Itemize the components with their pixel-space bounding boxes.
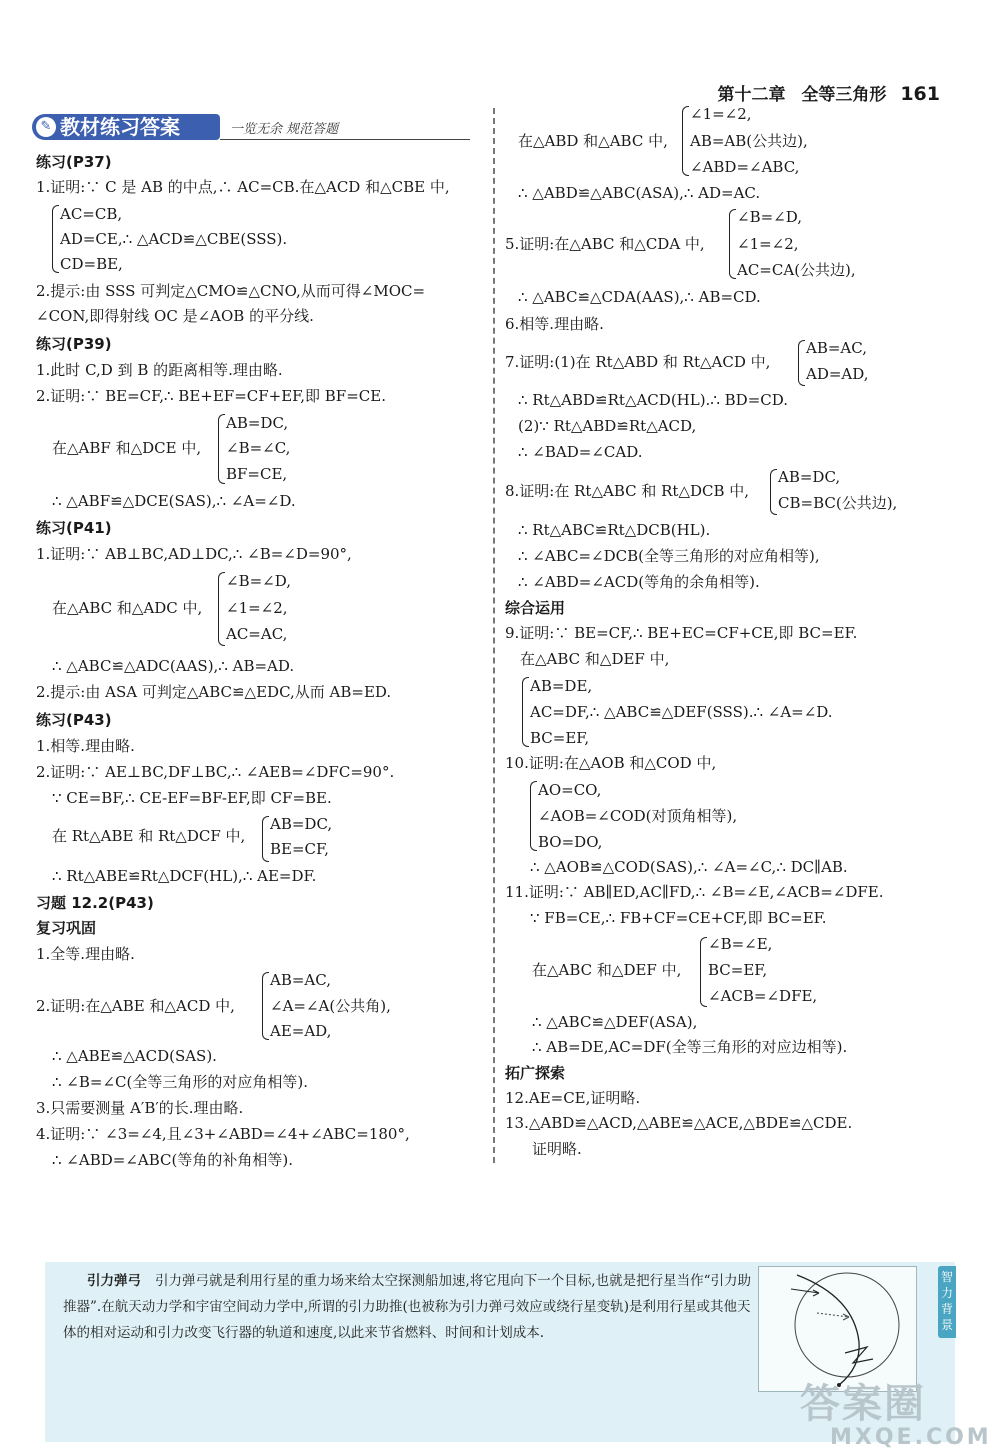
page-header	[717, 80, 940, 105]
text-line: AB=DE,	[530, 677, 593, 695]
text-line: ∵ FB=CE,∴ FB+CF=CE+CF,即 BC=EF.	[530, 909, 827, 927]
text-line: 13.△ABD≌△ACD,△ABE≌△ACE,△BDE≌△CDE.	[505, 1114, 853, 1132]
text-line: 9.证明:∵ BE=CF,∴ BE+EC=CF+CE,即 BC=EF.	[505, 624, 858, 642]
text-line: AB=DC,	[270, 815, 333, 833]
section-banner	[32, 110, 477, 142]
text-line: 8.证明:在 Rt△ABC 和 Rt△DCB 中,	[505, 482, 750, 500]
text-line: AO=CO,	[538, 781, 602, 799]
section-heading: 练习(P43)	[36, 711, 112, 729]
brace	[522, 677, 529, 747]
brace	[700, 937, 707, 1007]
text-line: 1.此时 C,D 到 B 的距离相等.理由略.	[36, 361, 283, 379]
text-line: ∠CON,即得射线 OC 是∠AOB 的平分线.	[36, 307, 314, 325]
watermark	[800, 1372, 992, 1450]
banner-subtitle: 一览无余 规范答题	[230, 122, 339, 137]
text-line: ∴ △ABE≌△ACD(SAS).	[52, 1047, 217, 1065]
text-line: AB=AB(公共边),	[690, 132, 808, 150]
brace	[729, 209, 736, 279]
text-line: ∴ Rt△ABD≌Rt△ACD(HL).∴ BD=CD.	[518, 391, 788, 409]
text-line: 3.只需要测量 A′B′的长.理由略.	[36, 1099, 244, 1117]
text-line: AE=AD,	[270, 1022, 332, 1040]
text-line: 11.证明:∵ AB∥ED,AC∥FD,∴ ∠B=∠E,∠ACB=∠DFE.	[505, 883, 884, 901]
info-tab: 智力背景	[938, 1266, 956, 1338]
chapter-title: 全等三角形	[801, 85, 887, 105]
text-line: BE=CF,	[270, 840, 329, 858]
text-line: ∠AOB=∠COD(对顶角相等),	[538, 807, 738, 825]
text-line: 2.证明:∵ BE=CF,∴ BE+EF=CF+EF,即 BF=CE.	[36, 387, 386, 405]
text-line: ∠B=∠D,	[737, 208, 802, 226]
text-line: ∴ Rt△ABE≌Rt△DCF(HL),∴ AE=DF.	[52, 867, 317, 885]
text-line: 在△ABF 和△DCE 中,	[52, 439, 202, 457]
text-line: 4.证明:∵ ∠3=∠4,且∠3+∠ABD=∠4+∠ABC=180°,	[36, 1125, 410, 1143]
brace	[262, 972, 269, 1040]
text-line: ∴ △ABC≌△CDA(AAS),∴ AB=CD.	[518, 288, 761, 306]
page-number: 161	[900, 83, 940, 105]
text-line: AD=AD,	[806, 365, 869, 383]
section-heading: 练习(P37)	[36, 153, 112, 171]
text-line: ∠1=∠2,	[226, 599, 288, 617]
section-heading: 复习巩固	[36, 919, 97, 937]
text-line: (2)∵ Rt△ABD≌Rt△ACD,	[518, 417, 697, 435]
text-line: ∠ACB=∠DFE,	[708, 987, 818, 1005]
text-line: 在 Rt△ABE 和 Rt△DCF 中,	[52, 827, 246, 845]
text-line: AB=DC,	[226, 414, 289, 432]
text-line: ∴ △AOB≌△COD(SAS),∴ ∠A=∠C,∴ DC∥AB.	[530, 858, 848, 876]
watermark-logo: 答案圈	[800, 1381, 926, 1427]
text-line: 12.AE=CE,证明略.	[505, 1089, 641, 1107]
text-line: ∠1=∠2,	[690, 105, 752, 123]
text-line: 证明略.	[532, 1140, 582, 1158]
brace	[52, 205, 59, 273]
info-title: 引力弹弓	[87, 1273, 141, 1289]
text-line: 2.提示:由 SSS 可判定△CMO≌△CNO,从而可得∠MOC=	[36, 282, 426, 300]
banner-pill	[32, 114, 220, 140]
text-line: AC=CA(公共边),	[737, 261, 856, 279]
text-line: ∠B=∠D,	[226, 572, 291, 590]
book-icon: ✎	[36, 117, 56, 137]
brace	[218, 414, 225, 484]
text-line: ∠A=∠A(公共角),	[270, 997, 391, 1015]
text-line: AB=AC,	[270, 971, 331, 989]
text-line: BO=DO,	[538, 833, 603, 851]
column-divider	[493, 108, 495, 1163]
text-line: ∴ Rt△ABC≌Rt△DCB(HL).	[518, 521, 711, 539]
text-line: BF=CE,	[226, 465, 288, 483]
text-line: ∠B=∠C,	[226, 439, 291, 457]
text-line: 1.证明:∵ AB⊥BC,AD⊥DC,∴ ∠B=∠D=90°,	[36, 545, 352, 563]
section-heading: 练习(P41)	[36, 519, 112, 537]
text-line: CB=BC(公共边),	[778, 494, 898, 512]
brace	[262, 816, 269, 862]
text-line: ∴ △ABC≌△ADC(AAS),∴ AB=AD.	[52, 657, 295, 675]
text-line: ∠1=∠2,	[737, 235, 799, 253]
text-line: ∴ △ABC≌△DEF(ASA),	[532, 1013, 698, 1031]
text-line: 10.证明:在△AOB 和△COD 中,	[505, 754, 717, 772]
brace	[770, 469, 777, 515]
text-line: 1.全等.理由略.	[36, 945, 135, 963]
text-line: 在△ABC 和△DEF 中,	[520, 650, 670, 668]
text-line: AD=CE,∴ △ACD≌△CBE(SSS).	[60, 230, 288, 248]
text-line: AB=AC,	[806, 339, 867, 357]
text-line: ∵ CE=BF,∴ CE-EF=BF-EF,即 CF=BE.	[52, 789, 332, 807]
chapter-label: 第十二章	[717, 85, 786, 105]
text-line: ∠B=∠E,	[708, 935, 773, 953]
text-line: BC=EF,	[530, 729, 590, 747]
brace	[682, 106, 689, 176]
text-line: 1.相等.理由略.	[36, 737, 135, 755]
text-line: 2.证明:在△ABE 和△ACD 中,	[36, 997, 235, 1015]
text-line: ∴ △ABD≌△ABC(ASA),∴ AD=AC.	[518, 184, 761, 202]
section-heading: 拓广探索	[505, 1064, 566, 1082]
brace	[530, 781, 537, 851]
text-line: 在△ABD 和△ABC 中,	[518, 132, 668, 150]
text-line: 5.证明:在△ABC 和△CDA 中,	[505, 235, 705, 253]
section-heading: 习题 12.2(P43)	[36, 894, 154, 912]
section-heading: 练习(P39)	[36, 335, 112, 353]
banner-title: 教材练习答案	[60, 115, 180, 139]
text-line: AC=DF,∴ △ABC≌△DEF(SSS).∴ ∠A=∠D.	[530, 703, 833, 721]
text-line: 在△ABC 和△ADC 中,	[52, 599, 203, 617]
text-line: ∴ AB=DE,AC=DF(全等三角形的对应边相等).	[532, 1038, 848, 1056]
text-line: ∴ ∠ABC=∠DCB(全等三角形的对应角相等),	[518, 547, 820, 565]
watermark-url: MXQE.COM	[830, 1425, 992, 1450]
text-line: 2.证明:∵ AE⊥BC,DF⊥BC,∴ ∠AEB=∠DFC=90°.	[36, 763, 395, 781]
text-line: AB=DC,	[778, 468, 841, 486]
text-line: CD=BE,	[60, 255, 123, 273]
text-line: ∴ △ABF≌△DCE(SAS),∴ ∠A=∠D.	[52, 492, 296, 510]
brace	[798, 340, 805, 386]
text-line: AC=CB,	[60, 205, 123, 223]
info-text: 引力弹弓就是利用行星的重力场来给太空探测船加速,将它甩向下一个目标,也就是把行星当作“引力助推器”.在航天动力学和宇宙空间动力学中,所谓的引力助推(也被称为引力弹弓效应或绕行星变轨)是利用行星或其他天体的相对运动和引力改变飞行器的轨道和速度,以此来节省燃料、时间和计划成本.	[63, 1273, 751, 1341]
text-line: BC=EF,	[708, 961, 768, 979]
text-line: 1.证明:∵ C 是 AB 的中点,∴ AC=CB.在△ACD 和△CBE 中,	[36, 178, 450, 196]
text-line: ∴ ∠BAD=∠CAD.	[518, 443, 643, 461]
text-line: 6.相等.理由略.	[505, 315, 604, 333]
text-line: ∠ABD=∠ABC,	[690, 158, 800, 176]
text-line: AC=AC,	[226, 625, 288, 643]
text-line: 2.提示:由 ASA 可判定△ABC≌△EDC,从而 AB=ED.	[36, 683, 392, 701]
text-line: 在△ABC 和△DEF 中,	[532, 961, 682, 979]
info-text-block	[63, 1268, 763, 1346]
text-line: 7.证明:(1)在 Rt△ABD 和 Rt△ACD 中,	[505, 353, 771, 371]
text-line: ∴ ∠ABD=∠ACD(等角的余角相等).	[518, 573, 760, 591]
text-line: ∴ ∠ABD=∠ABC(等角的补角相等).	[52, 1151, 293, 1169]
section-heading: 综合运用	[505, 599, 566, 617]
brace	[218, 572, 225, 646]
banner-rule	[220, 139, 470, 140]
text-line: ∴ ∠B=∠C(全等三角形的对应角相等).	[52, 1073, 308, 1091]
